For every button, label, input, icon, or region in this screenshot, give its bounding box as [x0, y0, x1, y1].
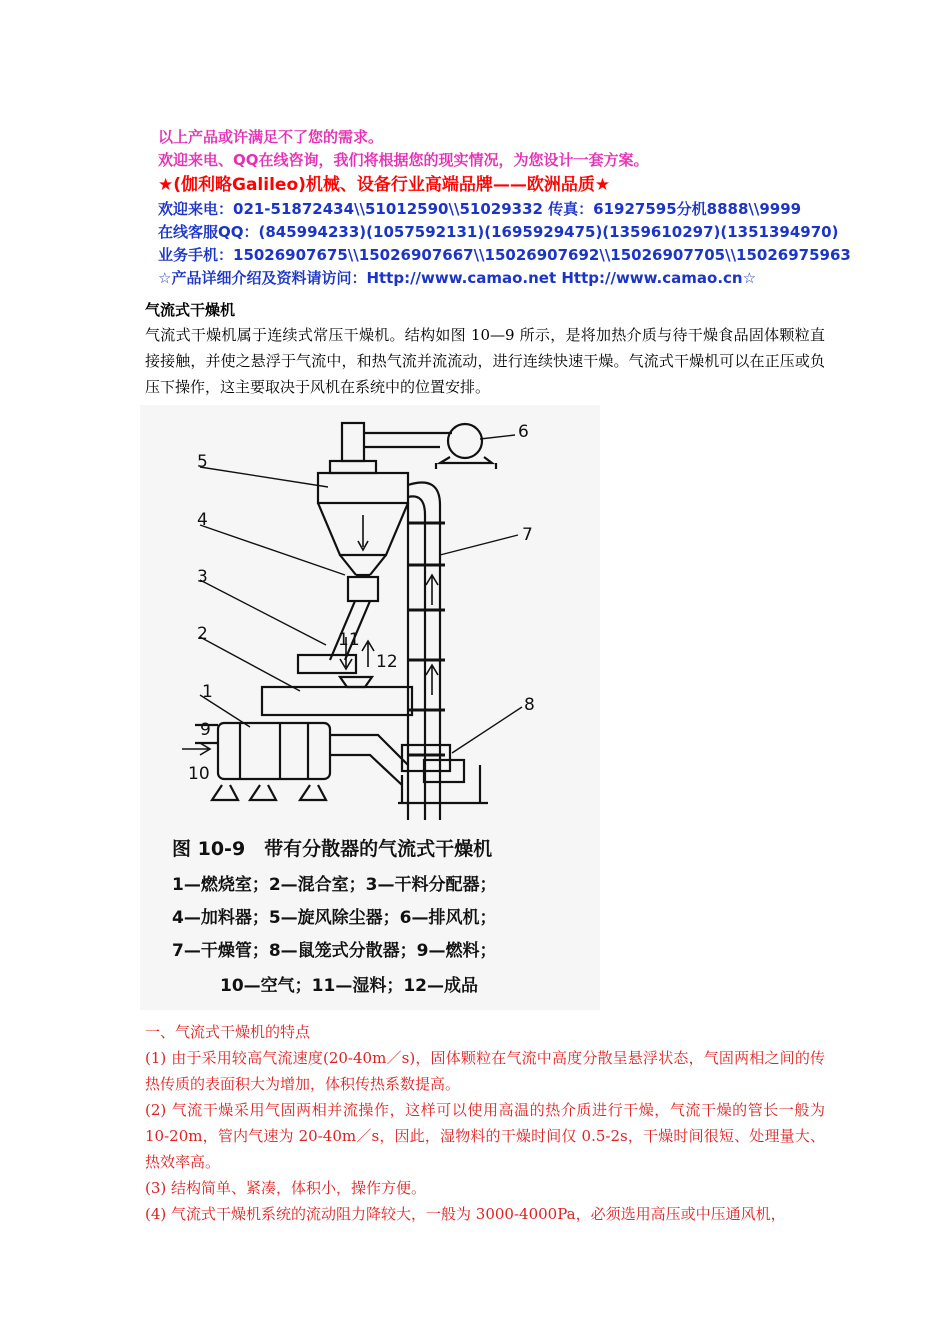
- article-intro: 气流式干燥机属于连续式常压干燥机。结构如图 10—9 所示，是将加热介质与待干燥食品固体颗粒直接接触，并使之悬浮于气流中，和热气流并流流动，进行连续快速干燥。气流式干燥机可以在正压或负压下操作，这主要取决于风机在系统中的位置安排。: [145, 326, 825, 396]
- figure-label-5: 5: [197, 452, 208, 472]
- banner-line-phone: 欢迎来电：021-51872434\\51012590\\51029332 传真：61927595分机8888\\9999: [158, 200, 802, 218]
- features-section: [145, 1019, 825, 1227]
- banner-line-qq: 在线客服QQ：(845994233)(1057592131)(1695929475)(1359610297)(1351394970): [158, 223, 839, 241]
- banner-line-contact: 欢迎来电、QQ在线咨询，我们将根据您的现实情况，为您设计一套方案。: [158, 151, 649, 169]
- dryer-figure: [140, 405, 600, 1010]
- figure-legend-line-2: 4—加料器；5—旋风除尘器；6—排风机；: [172, 908, 497, 928]
- figure-label-8: 8: [524, 695, 535, 715]
- figure-legend-line-3: 7—干燥管；8—鼠笼式分散器；9—燃料；: [172, 941, 497, 961]
- banner-line-mobile: 业务手机：15026907675\\15026907667\\15026907692\\15026907705\\15026975963: [158, 246, 851, 264]
- feature-item-1: (1) 由于采用较高气流速度(20-40m／s)，固体颗粒在气流中高度分散呈悬浮状态，气固两相之间的传热传质的表面积大为增加，体积传热系数提高。: [145, 1049, 825, 1093]
- figure-label-10: 10: [188, 764, 210, 784]
- banner-line-needs: 以上产品或许满足不了您的需求。: [158, 128, 384, 146]
- figure-label-12: 12: [376, 652, 398, 672]
- feature-item-3: (3) 结构简单、紧凑，体积小，操作方便。: [145, 1179, 427, 1197]
- article-title: 气流式干燥机: [145, 301, 236, 319]
- figure-label-3: 3: [197, 567, 208, 587]
- feature-item-4: (4) 气流式干燥机系统的流动阻力降较大，一般为 3000-4000Pa，必须选用高压或中压通风机，: [145, 1205, 786, 1223]
- figure-legend-line-4: 10—空气；11—湿料；12—成品: [220, 976, 478, 996]
- feature-item-2: (2) 气流干燥采用气固两相并流操作，这样可以使用高温的热介质进行干燥，气流干燥的管长一般为 10-20m，管内气速为 20-40m／s，因此，湿物料的干燥时间仅 0.5-2s，干燥时间很短、处理量大、热效率高。: [145, 1101, 825, 1171]
- figure-label-7: 7: [522, 525, 533, 545]
- dryer-diagram: [140, 405, 600, 1010]
- figure-label-1: 1: [202, 682, 213, 702]
- ad-banner: [158, 126, 851, 290]
- banner-line-brand: ★(伽利略Galileo)机械、设备行业高端品牌——欧洲品质★: [158, 175, 611, 195]
- figure-label-6: 6: [518, 422, 529, 442]
- figure-legend-line-1: 1—燃烧室；2—混合室；3—干料分配器；: [172, 875, 497, 895]
- figure-label-4: 4: [197, 510, 208, 530]
- features-heading: 一、气流式干燥机的特点: [145, 1023, 311, 1041]
- figure-label-11: 11: [338, 630, 360, 650]
- banner-line-website[interactable]: ☆产品详细介绍及资料请访问：Http://www.camao.net Http://www.camao.cn☆: [158, 269, 757, 287]
- figure-label-9: 9: [200, 720, 211, 740]
- figure-caption-title: 图 10-9 带有分散器的气流式干燥机: [172, 838, 493, 860]
- figure-label-2: 2: [197, 624, 208, 644]
